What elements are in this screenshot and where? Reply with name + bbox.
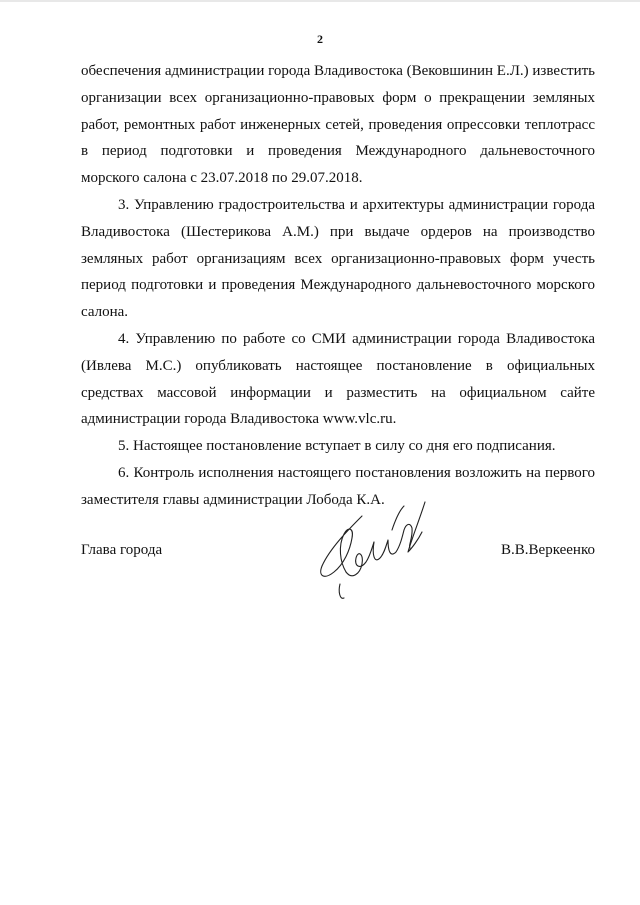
paragraph-3: 3. Управлению градостроительства и архитектуры администрации города Владивостока (Шестерикова А.М.) при выдаче ордеров на производство земляных работ организациям всех организационно-правовых форм учесть период подготовки и проведения Международного дальневосточного морского салона. bbox=[81, 196, 595, 321]
page-number: 2 bbox=[317, 32, 323, 46]
paragraph-6: 6. Контроль исполнения настоящего постановления возложить на первого заместителя главы администрации Лобода К.А. bbox=[81, 464, 595, 508]
signatory-name: В.В.Веркеенко bbox=[501, 542, 595, 558]
scan-edge bbox=[0, 0, 640, 2]
paragraph-5: 5. Настоящее постановление вступает в силу со дня его подписания. bbox=[118, 438, 556, 455]
handwritten-signature bbox=[300, 488, 450, 608]
paragraph-2-continuation: обеспечения администрации города Владивостока (Вековшинин Е.Л.) известить организации всех организационно-правовых форм о прекращении земляных работ, ремонтных работ инженерных сетей, проведения опрессовки теплотрасс в период подготовки и проведения Международного дальневосточного морского салона с 23.07.2018 по 29.07.2018. bbox=[81, 63, 595, 187]
paragraph-4: 4. Управлению по работе со СМИ администрации города Владивостока (Ивлева М.С.) опубликовать настоящее постановление в официальных средствах массовой информации и разместить на официальном сайте администрации города Владивостока www.vlc.ru. bbox=[81, 330, 595, 428]
signatory-title: Глава города bbox=[81, 542, 163, 558]
document-body bbox=[81, 58, 595, 514]
